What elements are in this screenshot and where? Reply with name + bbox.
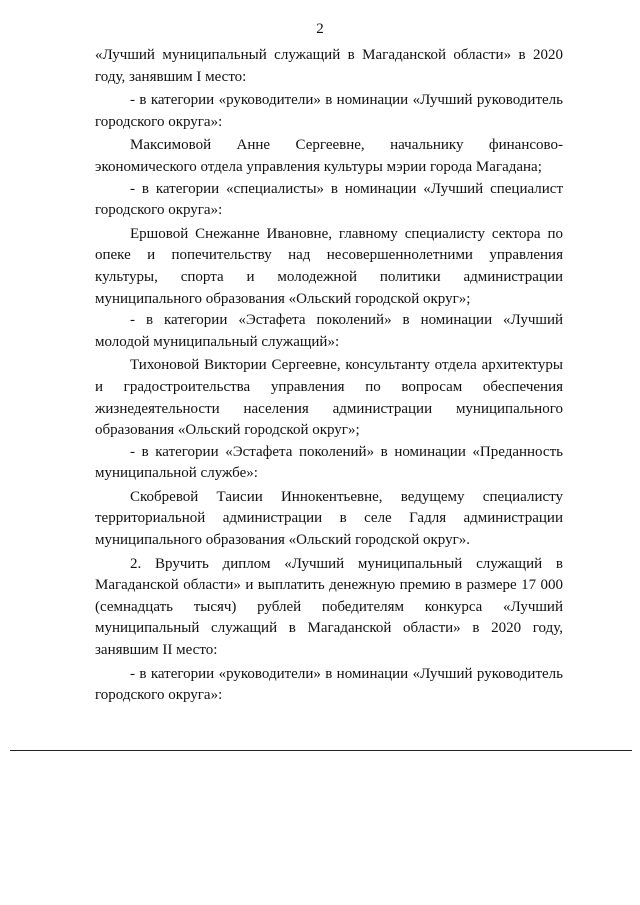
paragraph-winner-skobreva: Скобревой Таисии Иннокентьевне, ведущему специалисту территориальной администрации в селе Гадля администрации муниципального образования «Ольский городской округ». [95,488,563,549]
paragraph-category-specialists: - в категории «специалисты» в номинации «Лучший специалист городского округа»: [95,180,563,219]
document-body [95,45,563,707]
bottom-rule [10,750,632,751]
paragraph-item-2: 2. Вручить диплом «Лучший муниципальный служащий в Магаданской области» и выплатить денежную премию в размере 17 000 (семнадцать тысяч) рублей победителям конкурса «Лучший муниципальный служащий в Магаданской области» в 2020 году, занявшим II место: [95,555,563,659]
paragraph-category-young: - в категории «Эстафета поколений» в номинации «Лучший молодой муниципальный служащий»: [95,312,563,350]
paragraph-winner-tikhonova: Тихоновой Виктории Сергеевне, консультанту отдела архитектуры и градостроительства управления по вопросам обеспечения жизнедеятельности населения администрации муниципального образования «Ольский городской округ»; [95,357,563,439]
page-number: 2 [316,21,324,37]
paragraph-category-heads: - в категории «руководители» в номинации «Лучший руководитель городского округа»: [95,92,563,130]
paragraph-winner-maksimova: Максимовой Анне Сергеевне, начальнику финансово-экономического отдела управления культуры мэрии города Магадана; [95,137,563,175]
paragraph-category-devotion: - в категории «Эстафета поколений» в номинации «Преданность муниципальной службе»: [95,443,563,482]
paragraph-continuation: «Лучший муниципальный служащий в Магаданской области» в 2020 году, занявшим I место: [95,47,563,85]
paragraph-winner-ershova: Ершовой Снежанне Ивановне, главному специалисту сектора по опеке и попечительству над несовершеннолетними управления культуры, спорта и молодежной политики администрации муниципального образования «Ольский городской округ»; [95,225,563,307]
paragraph-category-heads-2: - в категории «руководители» в номинации «Лучший руководитель городского округа»: [95,665,563,704]
